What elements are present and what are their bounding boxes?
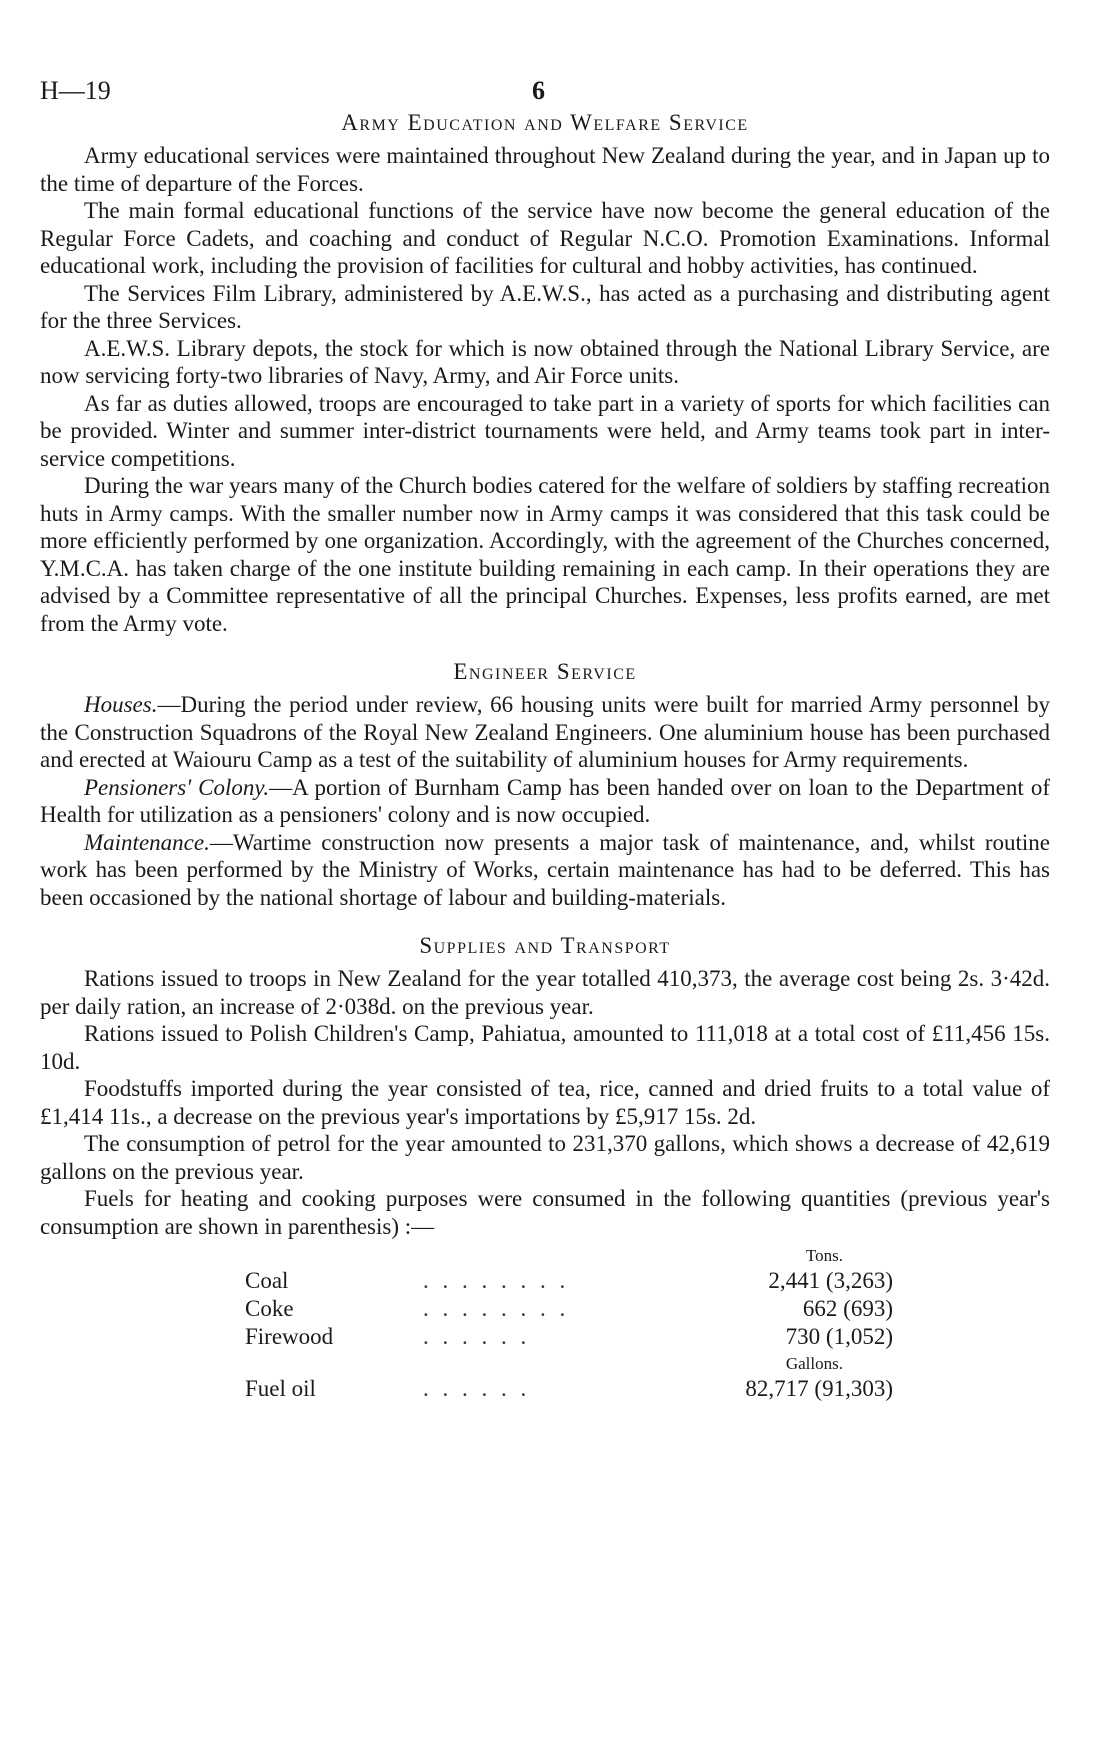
fuel-quantity: 730 (1,052) xyxy=(785,1324,893,1349)
paragraph-label: Pensioners' Colony. xyxy=(84,774,270,800)
paragraph xyxy=(40,829,1050,912)
fuel-name: Fuel oil xyxy=(245,1376,316,1401)
fuel-table xyxy=(245,1244,893,1404)
paragraph-text: —Wartime construction now presents a major task of maintenance, and, whilst routine work has been performed by the Ministry of Works, certain maintenance has had to be deferred. This has been occasioned by the national shortage of labour and building-materials. xyxy=(40,829,1050,910)
paragraph-label: Maintenance. xyxy=(84,829,210,855)
leader-dots: . . . . . . . . xyxy=(423,1296,570,1321)
paragraph: Foodstuffs imported during the year consisted of tea, rice, canned and dried fruits to a total value of £1,414 11s., a decrease on the previous year's importations by £5,917 15s. 2d. xyxy=(40,1076,1050,1129)
paragraph: A.E.W.S. Library depots, the stock for which is now obtained through the National Library Service, are now servicing forty-two libraries of Navy, Army, and Air Force units. xyxy=(40,335,1050,388)
table-row xyxy=(245,1376,893,1404)
document-page xyxy=(40,70,1050,1404)
paragraph: The Services Film Library, administered by A.E.W.S., has acted as a purchasing and distributing agent for the three Services. xyxy=(40,280,1050,333)
leader-dots: . . . . . . . . xyxy=(423,1268,570,1293)
unit-heading-tons: Tons. xyxy=(805,1246,843,1265)
fuel-quantity: 82,717 (91,303) xyxy=(745,1376,893,1401)
document-reference: H—19 xyxy=(40,76,111,105)
table-row xyxy=(245,1324,893,1352)
paragraph-label: Houses. xyxy=(84,692,158,717)
section-army-education xyxy=(40,110,1050,637)
section-engineer xyxy=(40,659,1050,911)
paragraph: Fuels for heating and cooking purposes were consumed in the following quantities (previous year's consumption are shown in parenthesis) :— xyxy=(40,1186,1050,1239)
paragraph-text: —During the period under review, 66 housing units were built for married Army personnel by the Construction Squadrons of the Royal New Zealand Engineers. One aluminium house has been purchased and erected at Waiouru Camp as a test of the suitability of aluminium houses for Army requirements. xyxy=(40,692,1050,772)
section-title: Army Education and Welfare Service xyxy=(341,110,749,135)
section-title: Supplies and Transport xyxy=(419,933,671,958)
paragraph: Rations issued to troops in New Zealand for the year totalled 410,373, the average cost being 2s. 3·42d. per daily ration, an increase of 2·038d. on the previous year. xyxy=(40,966,1050,1019)
page-number: 6 xyxy=(532,76,545,105)
section-title: Engineer Service xyxy=(453,659,637,684)
fuel-name: Coal xyxy=(245,1268,289,1293)
fuel-name: Firewood xyxy=(245,1324,334,1349)
paragraph xyxy=(40,774,1050,829)
fuel-quantity: 662 (693) xyxy=(802,1296,893,1321)
paragraph: Army educational services were maintained throughout New Zealand during the year, and in Japan up to the time of departure of the Forces. xyxy=(40,143,1050,196)
table-row xyxy=(245,1296,893,1324)
paragraph: As far as duties allowed, troops are encouraged to take part in a variety of sports for which facilities can be provided. Winter and summer inter-district tournaments were held, and Army teams took part in inter-service competitions. xyxy=(40,390,1050,471)
leader-dots: . . . . . . xyxy=(423,1376,531,1401)
page-header xyxy=(40,70,1050,110)
table-row xyxy=(245,1268,893,1296)
section-supplies xyxy=(40,933,1050,1404)
paragraph: The consumption of petrol for the year amounted to 231,370 gallons, which shows a decrease of 42,619 gallons on the previous year. xyxy=(40,1131,1050,1184)
paragraph: During the war years many of the Church bodies catered for the welfare of soldiers by staffing recreation huts in Army camps. With the smaller number now in Army camps it was considered that this task could be more efficiently performed by one organization. Accordingly, with the agreement of the Churches concerned, Y.M.C.A. has taken charge of the one institute building remaining in each camp. In their operations they are advised by a Committee representative of all the principal Churches. Expenses, less profits earned, are met from the Army vote. xyxy=(40,473,1050,636)
paragraph: The main formal educational functions of the service have now become the general education of the Regular Force Cadets, and coaching and conduct of Regular N.C.O. Promotion Examinations. Informal educational work, including the provision of facilities for cultural and hobby activities, has continued. xyxy=(40,198,1050,278)
leader-dots: . . . . . . xyxy=(423,1324,531,1349)
fuel-name: Coke xyxy=(245,1296,294,1321)
paragraph: Rations issued to Polish Children's Camp, Pahiatua, amounted to 111,018 at a total cost of £11,456 15s. 10d. xyxy=(40,1021,1050,1074)
unit-heading-gallons: Gallons. xyxy=(785,1354,843,1373)
fuel-quantity: 2,441 (3,263) xyxy=(768,1268,893,1293)
paragraph-text: —A portion of Burnham Camp has been handed over on loan to the Department of Health for utilization as a pensioners' colony and is now occupied. xyxy=(40,774,1050,827)
paragraph xyxy=(40,691,1050,774)
